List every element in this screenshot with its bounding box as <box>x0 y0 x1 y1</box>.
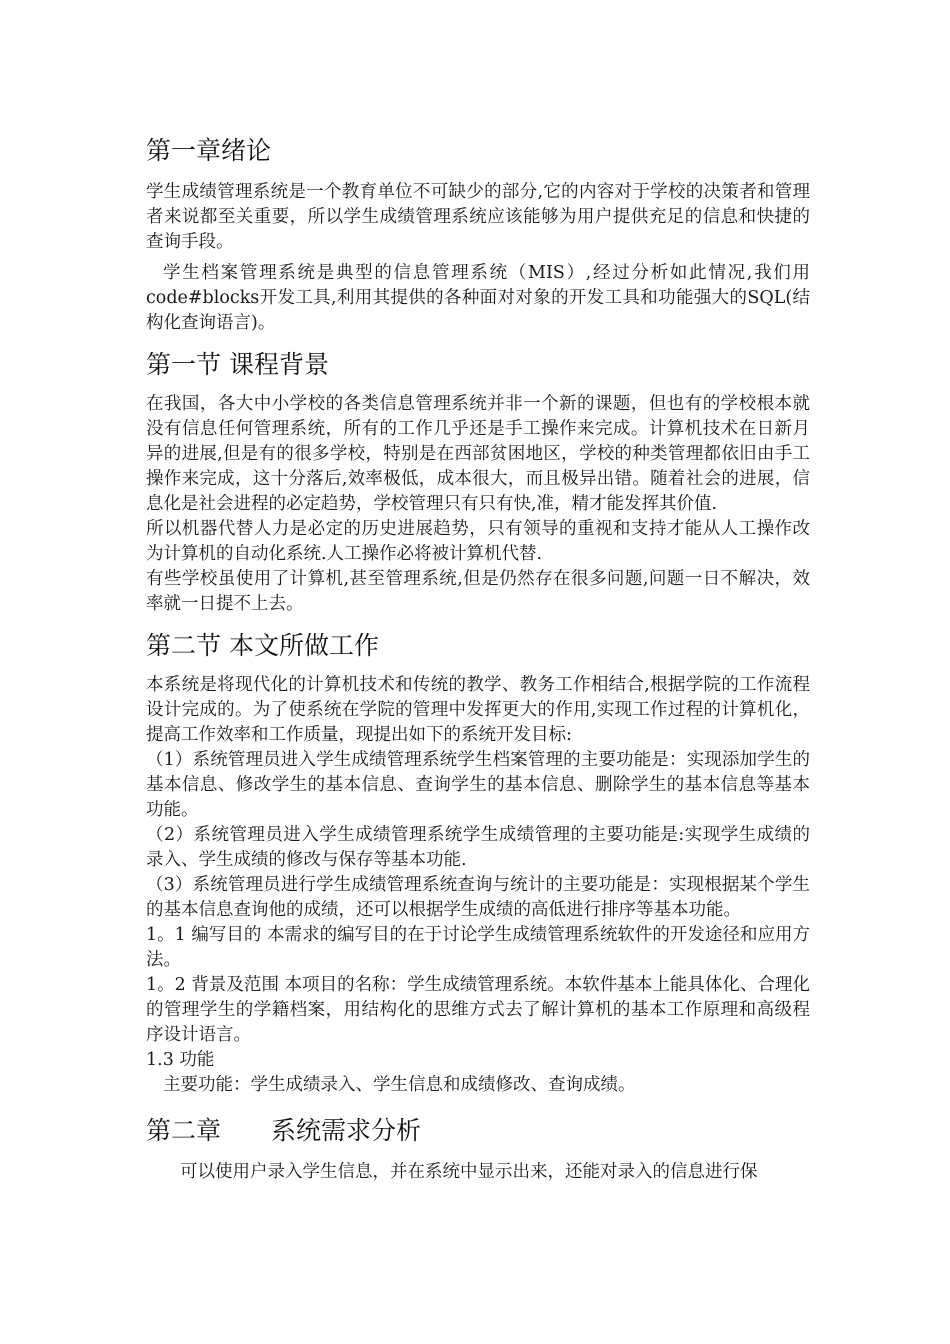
section-1-paragraph: 所以机器代替人力是必定的历史进展趋势，只有领导的重视和支持才能从人工操作改为计算机的自动化系统.人工操作必将被计算机代替. <box>146 519 810 564</box>
section-2-title: 第二节 本文所做工作 <box>146 631 379 660</box>
section-2-paragraph: 1。1 编写目的 本需求的编写目的在于讨论学生成绩管理系统软件的开发途径和应用方法。 <box>146 925 810 970</box>
section-1-paragraph: 有些学校虽使用了计算机,甚至管理系统,但是仍然存在很多问题,问题一日不解决，效率就一日提不上去。 <box>146 569 810 614</box>
section-2-list-item: （1）系统管理员进入学生成绩管理系统学生档案管理的主要功能是：实现添加学生的基本信息、修改学生的基本信息、查询学生的基本信息、删除学生的基本信息等基本功能。 <box>146 750 810 820</box>
section-2-paragraph: 本系统是将现代化的计算机技术和传统的教学、教务工作相结合,根据学院的工作流程设计完成的。为了使系统在学院的管理中发挥更大的作用,实现工作过程的计算机化，提高工作效率和工作质量，现提出如下的系统开发目标: <box>146 675 810 745</box>
spacer <box>146 1098 810 1108</box>
chapter-2-paragraph: 可以使用户录入学生信息，并在系统中显示出来，还能对录入的信息进行保 <box>180 1162 758 1182</box>
section-2-paragraph: 1。2 背景及范围 本项目的名称：学生成绩管理系统。本软件基本上能具体化、合理化的管理学生的学籍档案，用结构化的思维方式去了解计算机的基本工作原理和高级程序设计语言。 <box>146 975 810 1045</box>
section-1-title: 第一节 课程背景 <box>146 350 329 379</box>
section-2-list-item: （3）系统管理员进行学生成绩管理系统查询与统计的主要功能是：实现根据某个学生的基本信息查询他的成绩，还可以根据学生成绩的高低进行排序等基本功能。 <box>146 875 810 920</box>
chapter-1-title: 第一章绪论 <box>146 136 272 165</box>
section-2-paragraph: 1.3 功能 <box>146 1050 215 1070</box>
section-1-paragraph: 在我国，各大中小学校的各类信息管理系统并非一个新的课题，但也有的学校根本就没有信息任何管理系统，所有的工作几乎还是手工操作来完成。计算机技术在日新月异的进展,但是有的很多学校，特别是在西部贫困地区，学校的种类管理都依旧由手工操作来完成，这十分落后,效率极低，成本很大，而且极异出错。随着社会的进展，信息化是社会进程的必定趋势，学校管理只有只有快,准，精才能发挥其价值. <box>146 394 810 514</box>
chapter-1-intro-paragraph: 学生档案管理系统是典型的信息管理系统（MIS）,经过分析如此情况,我们用code#blocks开发工具,利用其提供的各种面对对象的开发工具和功能强大的SQL(结构化查询语言)。 <box>146 263 810 333</box>
section-2-paragraph: 主要功能：学生成绩录入、学生信息和成绩修改、查询成绩。 <box>163 1075 636 1095</box>
document-page <box>146 128 810 1185</box>
chapter-1-intro-paragraph: 学生成绩管理系统是一个教育单位不可缺少的部分,它的内容对于学校的决策者和管理者来说都至关重要，所以学生成绩管理系统应该能够为用户提供充足的信息和快捷的查询手段。 <box>146 182 810 252</box>
chapter-2-title: 第二章 系统需求分析 <box>146 1116 422 1145</box>
section-2-list-item: （2）系统管理员进入学生成绩管理系统学生成绩管理的主要功能是:实现学生成绩的录入、学生成绩的修改与保存等基本功能. <box>146 825 810 870</box>
